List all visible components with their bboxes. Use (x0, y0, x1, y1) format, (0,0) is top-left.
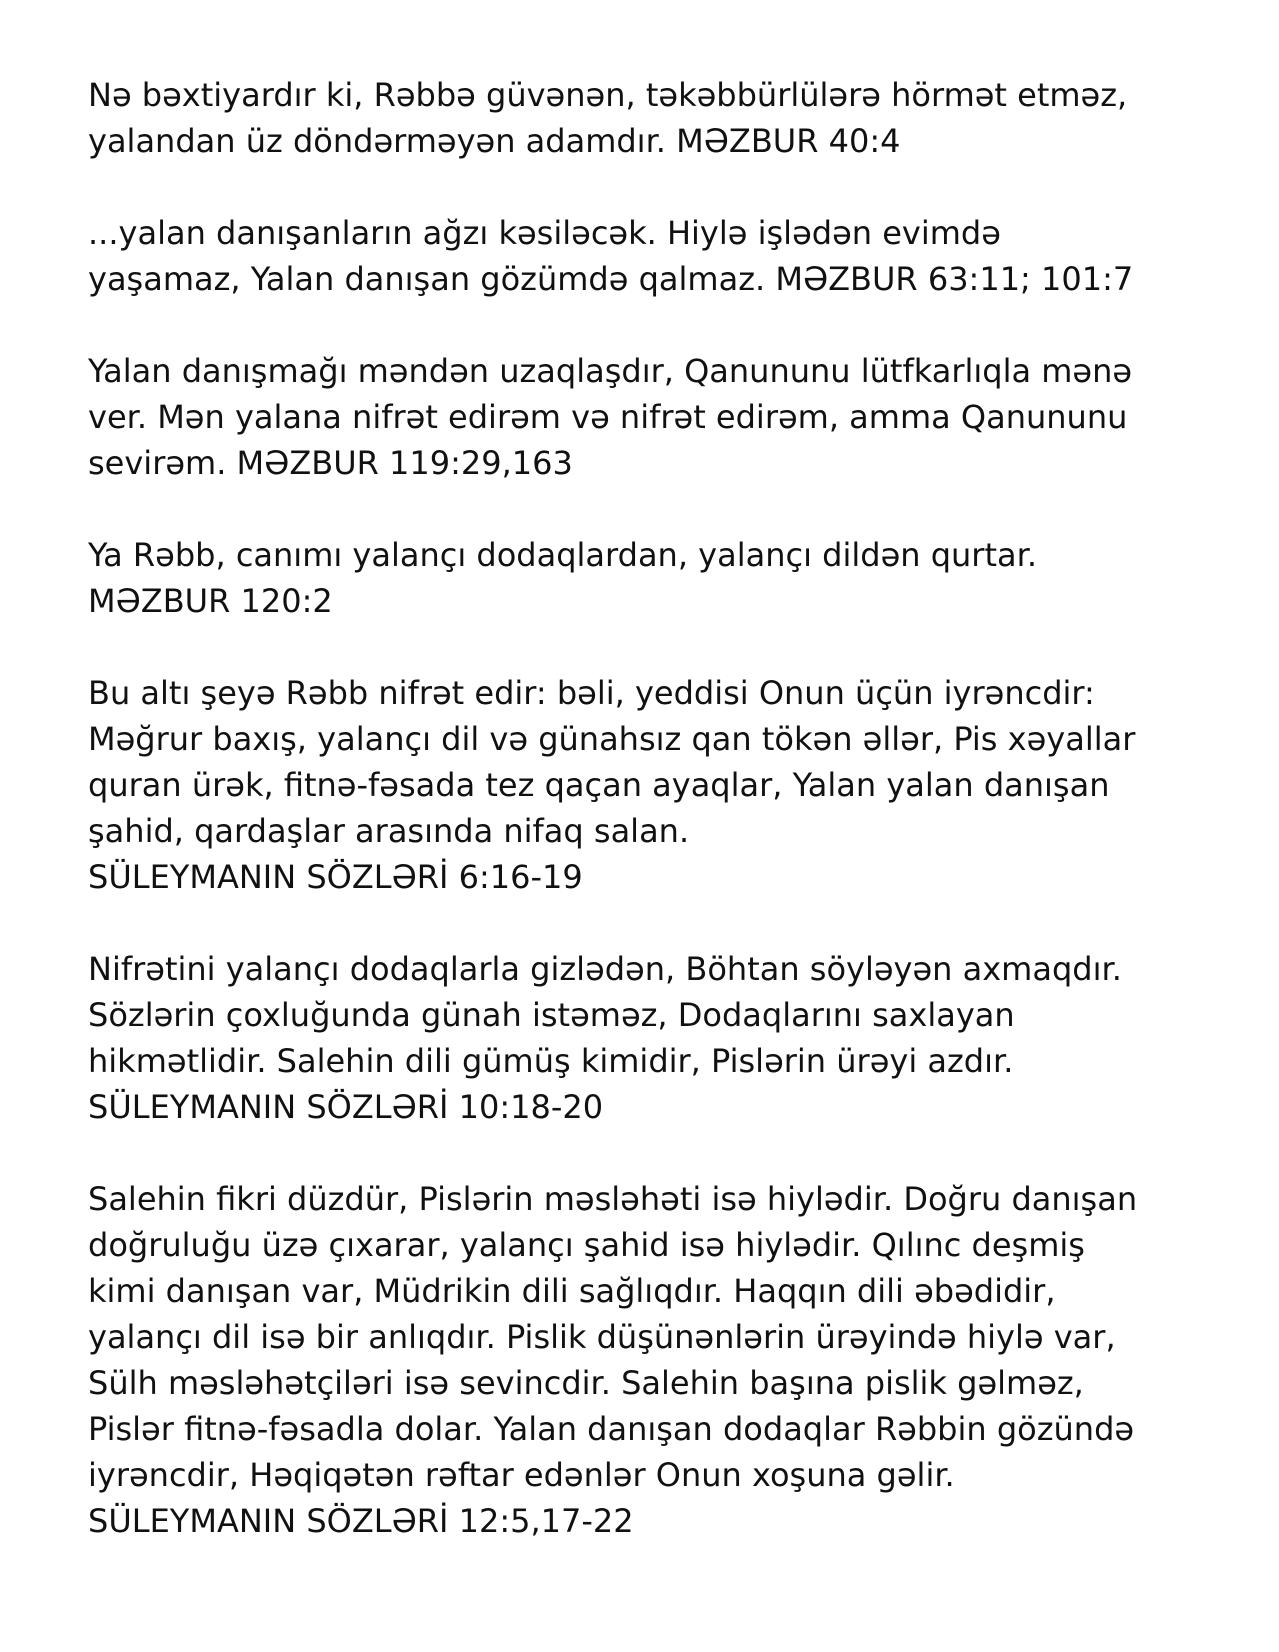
passage-line: Nifrətini yalançı dodaqlarla gizlədən, Böhtan söyləyən axmaqdır. (88, 950, 1122, 988)
passage-line: Bu altı şeyə Rəbb nifrət edir: bəli, yeddisi Onun üçün iyrəncdir: (88, 674, 1095, 712)
passage-line: SÜLEYMANIN SÖZLƏRİ 12:5,17-22 (88, 1502, 634, 1540)
passage-line: Ya Rəbb, canımı yalançı dodaqlardan, yalançı dildən qurtar. (88, 536, 1037, 574)
passage-line: MƏZBUR 120:2 (88, 582, 333, 620)
passage-line: doğruluğu üzə çıxarar, yalançı şahid isə hiylədir. Qılınc deşmiş (88, 1226, 1085, 1264)
passage-line: hikmətlidir. Salehin dili gümüş kimidir, Pislərin ürəyi azdır. (88, 1042, 1014, 1080)
passage-1 (88, 72, 1219, 164)
passage-line: Məğrur baxış, yalançı dil və günahsız qan tökən əllər, Pis xəyallar (88, 720, 1136, 758)
passage-line: ver. Mən yalana nifrət edirəm və nifrət edirəm, amma Qanununu (88, 398, 1128, 436)
passage-line: şahid, qardaşlar arasında nifaq salan. (88, 812, 690, 850)
passage-line: Yalan danışmağı məndən uzaqlaşdır, Qanununu lütfkarlıqla mənə (88, 352, 1133, 390)
passage-line: SÜLEYMANIN SÖZLƏRİ 6:16-19 (88, 858, 583, 896)
passage-line: yalançı dil isə bir anlıqdır. Pislik düşünənlərin ürəyində hiylə var, (88, 1318, 1116, 1356)
passage-7 (88, 1176, 1219, 1544)
passage-2 (88, 210, 1219, 302)
passage-line: yaşamaz, Yalan danışan gözümdə qalmaz. MƏZBUR 63:11; 101:7 (88, 260, 1134, 298)
passage-5 (88, 670, 1219, 900)
passage-line: yalandan üz döndərməyən adamdır. MƏZBUR 40:4 (88, 122, 901, 160)
passage-line: Nə bəxtiyardır ki, Rəbbə güvənən, təkəbbürlülərə hörmət etməz, (88, 76, 1128, 114)
passage-line: kimi danışan var, Müdrikin dili sağlıqdır. Haqqın dili əbədidir, (88, 1272, 1056, 1310)
passage-line: Sülh məsləhətçiləri isə sevincdir. Salehin başına pislik gəlməz, (88, 1364, 1084, 1402)
passage-4 (88, 532, 1219, 624)
passage-line: SÜLEYMANIN SÖZLƏRİ 10:18-20 (88, 1088, 604, 1126)
passage-line: sevirəm. MƏZBUR 119:29,163 (88, 444, 573, 482)
passage-6 (88, 946, 1219, 1130)
passage-line: ...yalan danışanların ağzı kəsiləcək. Hiylə işlədən evimdə (88, 214, 1001, 252)
passage-line: quran ürək, fitnə-fəsada tez qaçan ayaqlar, Yalan yalan danışan (88, 766, 1110, 804)
passage-line: iyrəncdir, Həqiqətən rəftar edənlər Onun xoşuna gəlir. (88, 1456, 955, 1494)
passage-line: Pislər fitnə-fəsadla dolar. Yalan danışan dodaqlar Rəbbin gözündə (88, 1410, 1135, 1448)
passage-line: Sözlərin çoxluğunda günah istəməz, Dodaqlarını saxlayan (88, 996, 1015, 1034)
passage-3 (88, 348, 1219, 486)
passage-line: Salehin fikri düzdür, Pislərin məsləhəti isə hiylədir. Doğru danışan (88, 1180, 1138, 1218)
